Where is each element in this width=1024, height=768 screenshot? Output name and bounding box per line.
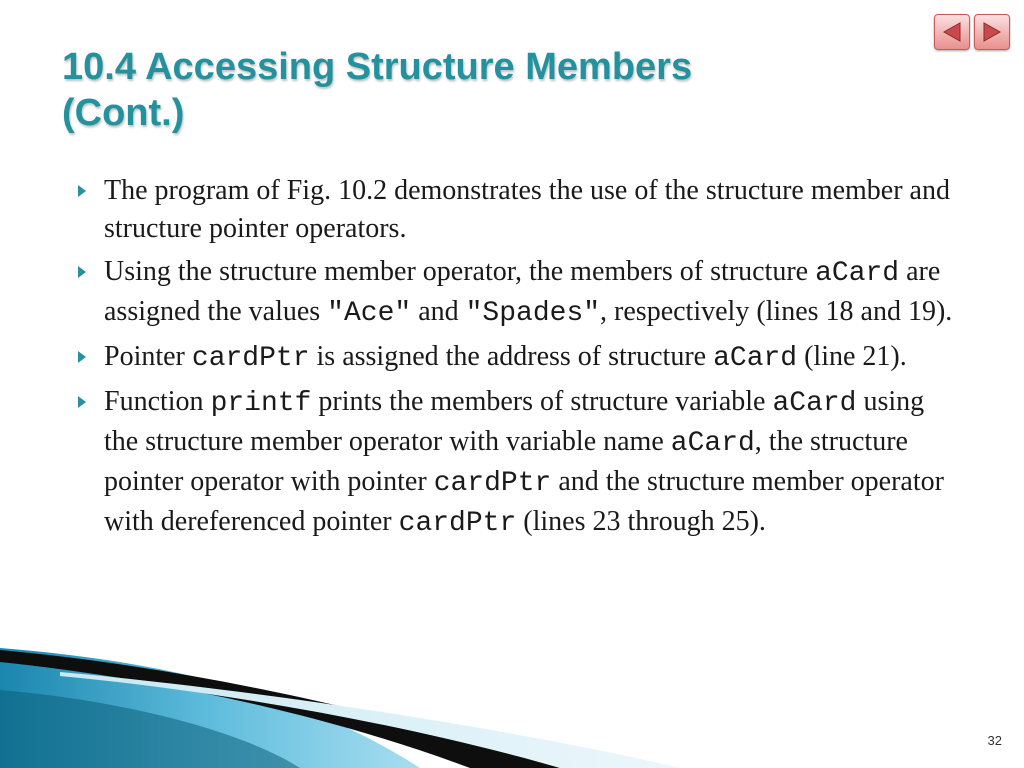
code-term: aCard: [815, 258, 900, 289]
bullet-text: , respectively (lines 18 and 19).: [600, 296, 953, 327]
code-term: cardPtr: [191, 343, 310, 374]
bullet-item: [78, 383, 958, 543]
slide-navigation: [934, 14, 1010, 50]
bullet-item: [78, 172, 958, 248]
code-term: printf: [210, 388, 312, 419]
page-number: 32: [987, 733, 1002, 748]
bullet-text: (lines 23 through 25).: [516, 506, 766, 537]
bullet-text: Pointer: [104, 341, 192, 372]
code-term: aCard: [670, 428, 755, 459]
bullet-item: [78, 253, 958, 333]
triangle-right-icon: [981, 21, 1003, 43]
bullet-text: and: [411, 296, 466, 327]
slide-title: [62, 44, 922, 136]
bullet-arrow-icon: [78, 396, 86, 408]
bullet-text: and the structure member operator with dereferenced pointer: [104, 466, 944, 537]
code-term: cardPtr: [433, 468, 552, 499]
code-term: aCard: [713, 343, 798, 374]
code-term: cardPtr: [398, 508, 517, 539]
bullet-arrow-icon: [78, 266, 86, 278]
bullet-list: [78, 172, 958, 548]
bullet-text: prints the members of structure variable: [311, 386, 773, 417]
bullet-arrow-icon: [78, 185, 86, 197]
bullet-text: is assigned the address of structure: [309, 341, 714, 372]
bullet-text: , the structure pointer operator with pointer: [104, 426, 908, 497]
bullet-text: using the structure member operator with variable name: [104, 386, 925, 457]
bullet-text: are assigned the values: [104, 256, 941, 327]
triangle-left-icon: [941, 21, 963, 43]
bullet-arrow-icon: [78, 351, 86, 363]
bullet-text: Using the structure member operator, the members of structure: [104, 256, 816, 287]
slide-title-line-1: 10.4 Accessing Structure Members: [62, 46, 693, 88]
bullet-text: Function: [104, 386, 211, 417]
bullet-text: The program of Fig. 10.2 demonstrates the use of the structure member and structure pointer operators.: [104, 175, 950, 244]
code-term: aCard: [772, 388, 857, 419]
bullet-item: [78, 338, 958, 378]
slide-title-line-2: (Cont.): [62, 92, 185, 134]
code-term: "Spades": [465, 298, 601, 329]
next-slide-button[interactable]: [974, 14, 1010, 50]
previous-slide-button[interactable]: [934, 14, 970, 50]
code-term: "Ace": [327, 298, 412, 329]
bullet-text: (line 21).: [797, 341, 907, 372]
